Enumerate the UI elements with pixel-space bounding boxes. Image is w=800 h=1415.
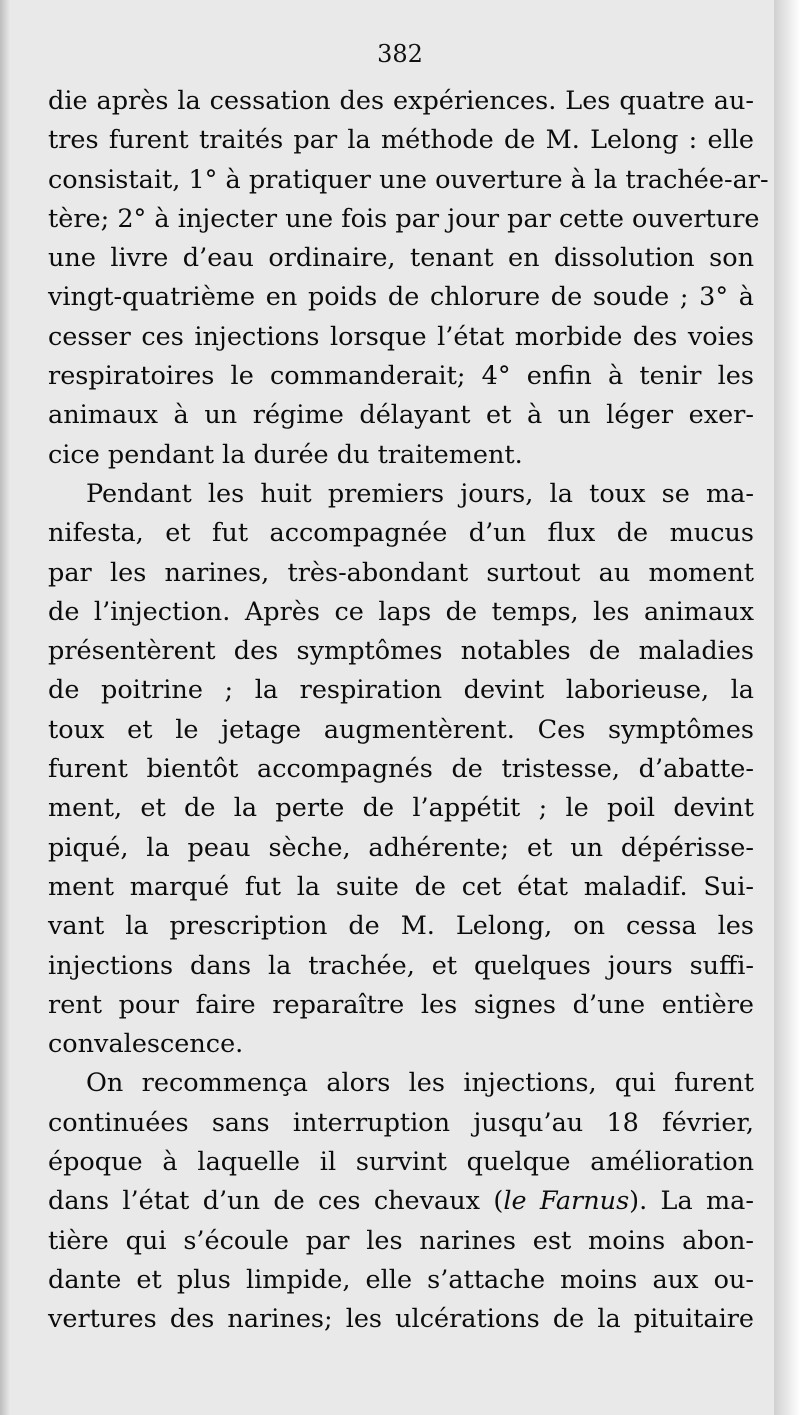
text-line: consistait, 1° à pratiquer une ouverture à la trachée-ar-	[48, 164, 769, 195]
text-line: par les narines, très-abondant surtout au moment	[48, 557, 754, 588]
text-line: injections dans la trachée, et quelques jours suffi-	[48, 950, 754, 981]
text-line: de poitrine ; la respiration devint laborieuse, la	[48, 675, 754, 706]
text-line: piqué, la peau sèche, adhérente; et un dépérisse-	[48, 832, 754, 863]
page-left-shadow	[0, 0, 10, 1415]
text-line: tière qui s’écoule par les narines est moins abon-	[48, 1225, 754, 1256]
text-line: vingt-quatrième en poids de chlorure de soude ; 3° à	[48, 282, 754, 313]
paragraph-start-line: Pendant les huit premiers jours, la toux se ma-	[86, 478, 754, 509]
text-line: furent bientôt accompagnés de tristesse, d’abatte-	[48, 754, 754, 785]
text-line: une livre d’eau ordinaire, tenant en dissolution son	[48, 243, 754, 274]
body-text	[48, 82, 769, 1340]
text-line: dante et plus limpide, elle s’attache moins aux ou-	[48, 1264, 754, 1295]
text-line: die après la cessation des expériences. Les quatre au-	[48, 86, 754, 116]
text-segment: dans l’état d’un de ces chevaux (	[48, 1186, 504, 1217]
text-line: animaux à un régime délayant et à un léger exer-	[48, 400, 754, 431]
text-line: tres furent traités par la méthode de M. Lelong : elle	[48, 125, 754, 156]
page-number: 382	[377, 40, 423, 68]
italic-name: le Farnus	[503, 1186, 630, 1217]
text-line: tère; 2° à injecter une fois par jour par cette ouverture	[48, 203, 760, 234]
text-line: rent pour faire reparaître les signes d’une entière	[48, 989, 754, 1020]
text-line: de l’injection. Après ce laps de temps, les animaux	[48, 596, 754, 627]
text-line: nifesta, et fut accompagnée d’un flux de mucus	[48, 518, 754, 549]
text-line: convalescence.	[48, 1029, 244, 1060]
paragraph-start-line: On recommença alors les injections, qui furent	[86, 1068, 754, 1099]
page-right-edge	[774, 0, 800, 1415]
text-line: vertures des narines; les ulcérations de la pituitaire	[48, 1304, 754, 1335]
text-line: cice pendant la durée du traitement.	[48, 439, 523, 470]
text-segment: ). La ma-	[629, 1186, 755, 1217]
text-line: époque à laquelle il survint quelque amélioration	[48, 1147, 754, 1178]
text-line: vant la prescription de M. Lelong, on cessa les	[48, 911, 754, 942]
text-line: respiratoires le commanderait; 4° enfin à tenir les	[48, 361, 754, 392]
text-line: ment, et de la perte de l’appétit ; le poil devint	[48, 793, 754, 824]
text-line	[48, 1182, 754, 1221]
text-line: ment marqué fut la suite de cet état maladif. Sui-	[48, 871, 754, 902]
text-line: continuées sans interruption jusqu’au 18 février,	[48, 1107, 754, 1138]
text-line: toux et le jetage augmentèrent. Ces symptômes	[48, 714, 754, 745]
text-line: présentèrent des symptômes notables de maladies	[48, 636, 754, 667]
text-line: cesser ces injections lorsque l’état morbide des voies	[48, 321, 754, 352]
